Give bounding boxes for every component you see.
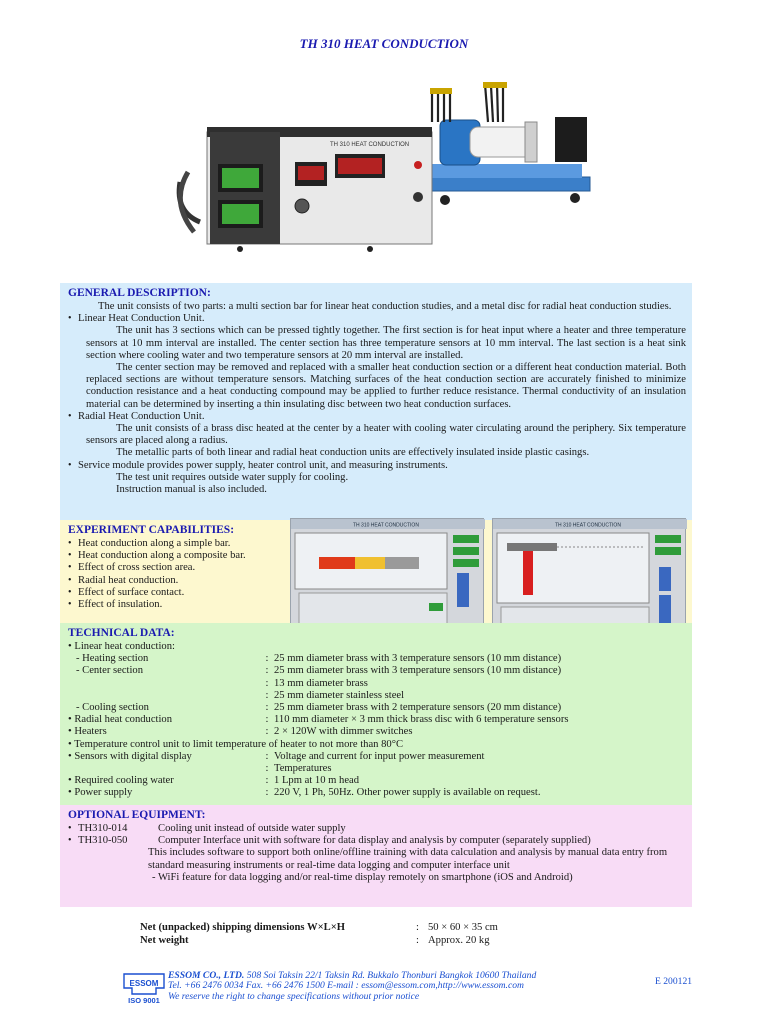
technical-data-colon: : — [265, 653, 269, 665]
technical-data-value: 110 mm diameter × 3 mm thick brass disc with 6 temperature sensors — [274, 714, 569, 726]
experiment-capabilities-heading: EXPERIMENT CAPABILITIES: — [68, 524, 235, 536]
technical-data-label: • Power supply — [68, 787, 133, 799]
list-item: • Effect of insulation. — [68, 599, 686, 611]
technical-data-value: 25 mm diameter brass with 2 temperature sensors (20 mm distance) — [274, 702, 562, 714]
general-intro: The unit consists of two parts: a multi section bar for linear heat conduction studies, and a metal disc for radial heat conduction studies. — [98, 301, 672, 312]
iso-text: ISO 9001 — [128, 996, 160, 1005]
linear-unit-paragraph-1: The unit has 3 sections which can be pressed tightly together. The first section is for heat input where a heater and three temperature sensors at 10 mm interval are installed. The center section has three temperature sensors at 10 mm interval. The last section is a heat sink section where cooling water and two temperature sensors at 20 mm interval are installed. — [86, 325, 686, 361]
technical-data-value: 25 mm diameter brass with 3 temperature sensors (10 mm distance) — [274, 653, 562, 665]
optional-item-code: • TH310-050 — [68, 835, 158, 847]
technical-data-value: Temperatures — [274, 763, 332, 775]
company-address: 508 Soi Taksin 22/1 Taksin Rd. Bukkalo Thonburi Bangkok 10600 Thailand — [246, 970, 537, 981]
screenshot-2-title: TH 310 HEAT CONDUCTION — [555, 522, 621, 529]
service-module-paragraph-2: Instruction manual is also included. — [116, 484, 267, 496]
technical-data-label: • Radial heat conduction — [68, 714, 173, 726]
shipping-info: Net (unpacked) shipping dimensions W×L×H : 50 × 60 × 35 cm Net weight : Approx. 20 kg — [140, 922, 498, 946]
radial-unit-paragraph-1: The unit consists of a brass disc heated at the center by a heater with cooling water circulating around the periphery. Six temperature sensors are placed along a radius. — [86, 423, 686, 447]
net-weight-value: Approx. 20 kg — [428, 934, 490, 946]
shipping-dimensions-label: Net (unpacked) shipping dimensions W×L×H — [140, 922, 345, 933]
list-item: • Heat conduction along a composite bar. — [68, 550, 686, 562]
linear-software-screenshot — [290, 518, 484, 628]
technical-data-label: - Center section — [68, 665, 144, 677]
technical-data-label: • Required cooling water — [68, 775, 174, 787]
technical-data-label — [68, 763, 260, 775]
technical-data-colon: : — [265, 763, 269, 775]
document-code: E 200121 — [655, 976, 693, 987]
company-contact: Tel. +66 2476 0034 Fax. +66 2476 1500 E-mail : essom@essom.com,http://www.essom.com — [168, 980, 524, 992]
general-description-section — [60, 283, 692, 520]
optional-item-description: Cooling unit instead of outside water supply — [158, 823, 346, 834]
technical-data-value: 13 mm diameter brass — [274, 677, 368, 689]
photo-panel-label: TH 310 HEAT CONDUCTION — [330, 142, 410, 148]
linear-unit-title: • Linear Heat Conduction Unit. — [68, 313, 686, 325]
technical-data-row — [68, 763, 686, 775]
technical-data-section — [60, 623, 692, 805]
technical-data-row — [68, 726, 686, 738]
technical-data-colon: : — [265, 750, 269, 762]
technical-data-row — [68, 653, 686, 665]
technical-data-label — [68, 678, 260, 690]
list-item: • Effect of cross section area. — [68, 562, 686, 574]
technical-data-row — [68, 665, 686, 677]
technical-data-value: 220 V, 1 Ph, 50Hz. Other power supply is available on request. — [274, 787, 541, 799]
essom-logo — [122, 972, 166, 1006]
list-item: • Radial heat conduction. — [68, 575, 686, 587]
list-item: • Heat conduction along a simple bar. — [68, 538, 686, 550]
general-description-heading: GENERAL DESCRIPTION: — [68, 287, 211, 299]
service-module-title: • Service module provides power supply, heater control unit, and measuring instruments. — [68, 460, 686, 472]
technical-data-row — [68, 739, 686, 751]
technical-data-label: • Heaters — [68, 726, 107, 738]
linear-unit-paragraph-2: The center section may be removed and replaced with a smaller heat conduction section or a different heat conduction material. Both replaced sections are without temperature sensors. Matching surfaces of the heat conduction section are accurately finished to minimize conduction resistance and a heat conducting compound may be applied to further reduce resistance. Thermal conductivity of an insulation material can be determined by inserting a thin insulating disc between two heat conduction surfaces. — [86, 362, 686, 410]
optional-wifi: - WiFi feature for data logging and/or real-time display remotely on smartphone (iOS and Android) — [152, 871, 573, 883]
optional-note-row — [68, 847, 686, 871]
optional-wifi-row — [68, 872, 686, 884]
optional-item — [68, 835, 686, 847]
technical-data-row — [68, 751, 686, 763]
software-screenshots — [290, 518, 686, 628]
optional-equipment-section — [60, 805, 692, 907]
technical-data-colon: : — [265, 689, 269, 701]
technical-data-row — [68, 787, 686, 799]
product-photo — [170, 72, 600, 252]
optional-equipment-heading: OPTIONAL EQUIPMENT: — [68, 809, 206, 821]
technical-data-colon: : — [265, 787, 269, 799]
net-weight-label: Net weight — [140, 934, 189, 946]
technical-data-value: 1 Lpm at 10 m head — [274, 775, 360, 787]
technical-data-colon: : — [265, 665, 269, 677]
service-module-paragraph-1: The test unit requires outside water supply for cooling. — [116, 471, 349, 483]
technical-data-colon: : — [265, 714, 269, 726]
technical-data-value: Voltage and current for input power measurement — [274, 750, 485, 762]
optional-note: This includes software to support both online/offline training with data calculation and analysis by manual data entry from standard measuring instruments or real-time data logging and computer interface unit — [148, 847, 668, 871]
technical-data-row — [68, 702, 686, 714]
technical-data-table — [68, 641, 686, 800]
technical-data-row — [68, 775, 686, 787]
technical-data-value — [274, 641, 686, 653]
footer-contact — [168, 971, 608, 1002]
technical-data-label: • Linear heat conduction: — [68, 641, 175, 652]
technical-data-row — [68, 690, 686, 702]
list-item: • Effect of surface contact. — [68, 587, 686, 599]
technical-data-label: - Cooling section — [68, 702, 149, 714]
company-name: ESSOM CO., LTD. — [168, 970, 245, 981]
technical-data-colon: : — [265, 775, 269, 787]
radial-unit-paragraph-2: The metallic parts of both linear and radial heat conduction units are effectively insulated inside plastic casings. — [116, 447, 590, 459]
technical-data-value: 2 × 120W with dimmer switches — [274, 726, 413, 738]
technical-data-row — [68, 641, 686, 653]
technical-data-colon: : — [265, 677, 269, 689]
technical-data-label: - Heating section — [68, 653, 149, 665]
optional-item-code: • TH310-014 — [68, 823, 158, 835]
radial-unit-title: • Radial Heat Conduction Unit. — [68, 411, 686, 423]
technical-data-value: 25 mm diameter stainless steel — [274, 689, 405, 701]
technical-data-colon: : — [265, 726, 269, 738]
document-title: TH 310 HEAT CONDUCTION — [299, 36, 469, 51]
technical-data-label: • Temperature control unit to limit temperature of heater to not more than 80°C — [68, 738, 404, 750]
technical-data-colon — [260, 641, 274, 653]
optional-item — [68, 823, 686, 835]
technical-data-row — [68, 678, 686, 690]
footer-disclaimer: We reserve the right to change specifications without prior notice — [168, 990, 420, 1002]
technical-data-value: 25 mm diameter brass with 3 temperature sensors (10 mm distance) — [274, 665, 562, 677]
radial-software-screenshot — [492, 518, 686, 628]
optional-item-description: Computer Interface unit with software for data display and analysis by computer (separately supplied) — [158, 835, 591, 847]
logo-text: ESSOM — [129, 979, 159, 988]
technical-data-row — [68, 714, 686, 726]
screenshot-1-title: TH 310 HEAT CONDUCTION — [353, 522, 419, 529]
technical-data-label: • Sensors with digital display — [68, 750, 192, 762]
technical-data-label — [68, 690, 260, 702]
technical-data-heading: TECHNICAL DATA: — [68, 627, 175, 639]
shipping-dimensions-value: 50 × 60 × 35 cm — [428, 922, 498, 933]
technical-data-colon: : — [265, 702, 269, 714]
